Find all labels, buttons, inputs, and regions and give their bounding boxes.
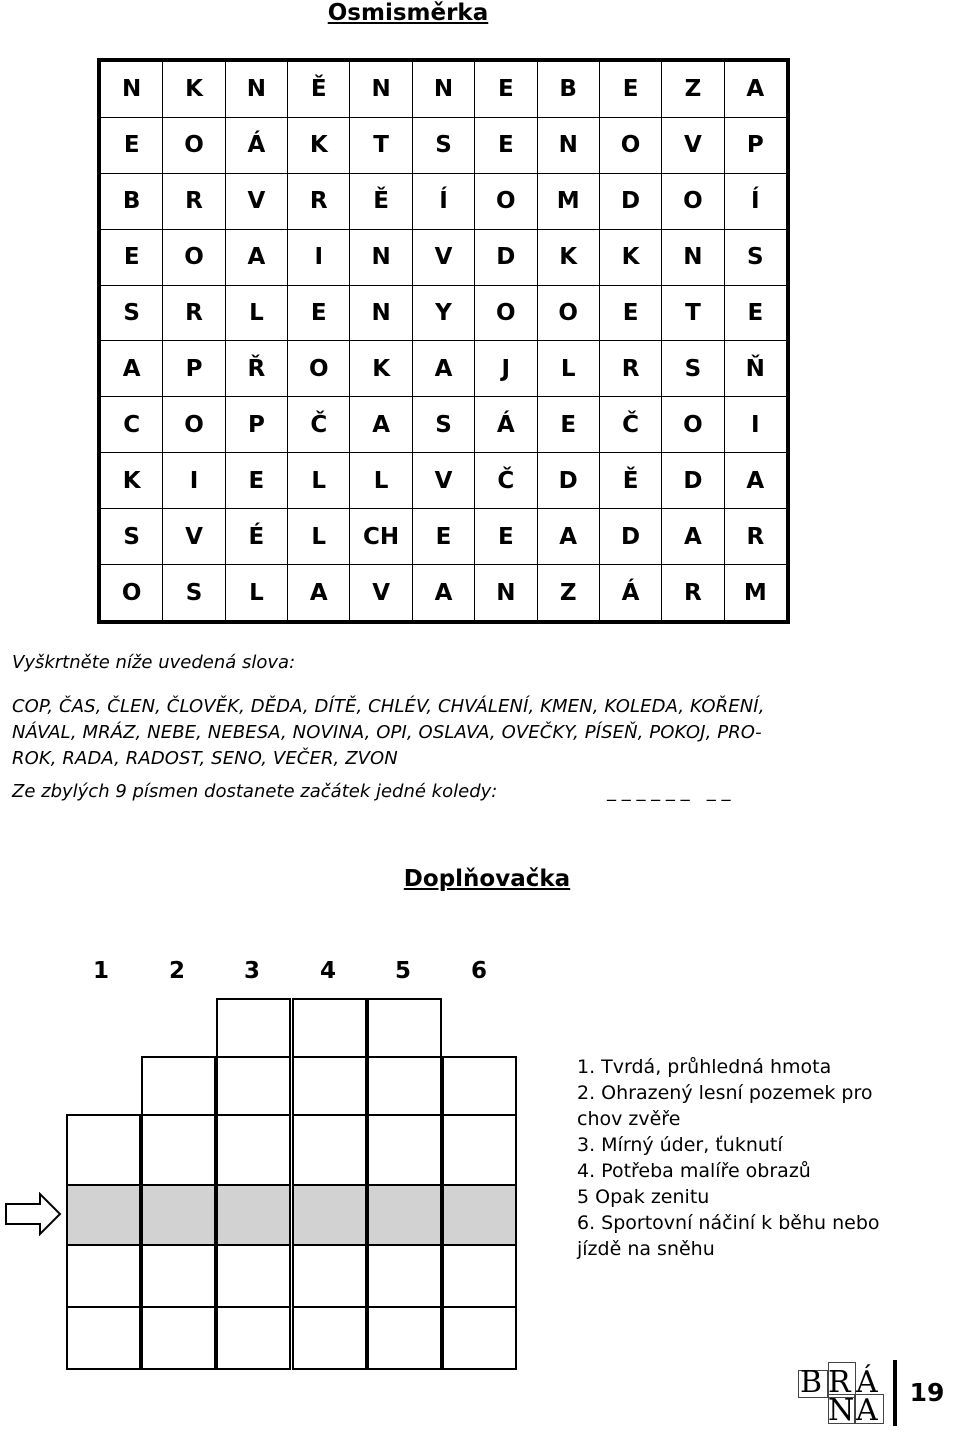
wordsearch-cell[interactable]: K (101, 453, 163, 509)
wordsearch-cell[interactable]: N (412, 62, 474, 118)
crossword-cell[interactable] (66, 1114, 141, 1186)
wordsearch-cell[interactable]: K (288, 117, 350, 173)
crossword-cell[interactable] (292, 1056, 367, 1120)
wordsearch-cell[interactable]: L (288, 453, 350, 509)
crossword-title: Doplňovačka (403, 866, 571, 892)
word-list-line: ROK, RADA, RADOST, SENO, VEČER, ZVON (12, 748, 398, 769)
wordsearch-cell[interactable]: E (475, 117, 537, 173)
crossword-solution-cell[interactable] (292, 1184, 367, 1246)
crossword-cell[interactable] (216, 998, 291, 1062)
wordsearch-cell[interactable]: T (350, 117, 412, 173)
wordsearch-row (101, 117, 787, 173)
wordsearch-cell[interactable]: E (475, 62, 537, 118)
wordsearch-cell[interactable]: V (412, 229, 474, 285)
wordsearch-cell[interactable]: Á (225, 117, 287, 173)
wordsearch-row (101, 62, 787, 118)
wordsearch-cell[interactable]: L (288, 509, 350, 565)
wordsearch-cell[interactable]: S (412, 117, 474, 173)
crossword-cell[interactable] (292, 1114, 367, 1186)
wordsearch-cell[interactable]: N (101, 62, 163, 118)
column-number: 6 (470, 958, 487, 984)
crossword-cell[interactable] (141, 1306, 216, 1370)
wordsearch-cell[interactable]: Č (288, 397, 350, 453)
wordsearch-cell[interactable]: Y (412, 285, 474, 341)
crossword-cell[interactable] (292, 1306, 367, 1370)
wordsearch-cell[interactable]: V (412, 453, 474, 509)
crossword-solution-cell[interactable] (367, 1184, 442, 1246)
wordsearch-cell[interactable]: L (225, 285, 287, 341)
wordsearch-cell[interactable]: P (163, 341, 225, 397)
wordsearch-cell[interactable]: A (724, 453, 786, 509)
wordsearch-cell[interactable]: I (288, 229, 350, 285)
crossword-cell[interactable] (216, 1114, 291, 1186)
wordsearch-cell[interactable]: V (662, 117, 724, 173)
wordsearch-cell[interactable]: E (537, 397, 599, 453)
crossword-cell[interactable] (367, 1244, 442, 1308)
column-number: 4 (319, 958, 336, 984)
wordsearch-cell[interactable]: V (225, 173, 287, 229)
wordsearch-row (101, 565, 787, 621)
wordsearch-cell[interactable]: S (662, 341, 724, 397)
wordsearch-row (101, 397, 787, 453)
wordsearch-cell[interactable]: S (163, 565, 225, 621)
wordsearch-row (101, 285, 787, 341)
wordsearch-cell[interactable]: Ň (724, 341, 786, 397)
wordsearch-cell[interactable]: P (724, 117, 786, 173)
wordsearch-cell[interactable]: K (537, 229, 599, 285)
crossword-cell[interactable] (216, 1056, 291, 1120)
wordsearch-cell[interactable]: É (225, 509, 287, 565)
wordsearch-cell[interactable]: O (101, 565, 163, 621)
wordsearch-cell[interactable]: O (537, 285, 599, 341)
wordsearch-row (101, 509, 787, 565)
wordsearch-cell[interactable]: I (163, 453, 225, 509)
clue-line: chov zvěře (577, 1108, 681, 1130)
wordsearch-cell[interactable]: B (537, 62, 599, 118)
clue-line: 3. Mírný úder, ťuknutí (577, 1134, 783, 1156)
wordsearch-cell[interactable]: N (350, 229, 412, 285)
wordsearch-cell[interactable]: Í (412, 173, 474, 229)
arrow-right-icon (4, 1192, 62, 1236)
wordsearch-cell[interactable]: Č (599, 397, 661, 453)
wordsearch-cell[interactable]: C (101, 397, 163, 453)
word-list-line: NÁVAL, MRÁZ, NEBE, NEBESA, NOVINA, OPI, OSLAVA, OVEČKY, PÍSEŇ, POKOJ, PRO- (12, 722, 762, 743)
logo-letter: R (828, 1365, 851, 1400)
crossword-cell[interactable] (367, 1056, 442, 1120)
logo-letter: Á (856, 1365, 878, 1400)
wordsearch-row (101, 173, 787, 229)
wordsearch-cell[interactable]: S (101, 509, 163, 565)
wordsearch-cell[interactable]: Z (537, 565, 599, 621)
crossword-solution-cell[interactable] (66, 1184, 141, 1246)
wordsearch-cell[interactable]: E (288, 285, 350, 341)
wordsearch-cell[interactable]: O (662, 173, 724, 229)
wordsearch-cell[interactable]: E (475, 509, 537, 565)
crossword-clues (577, 1054, 937, 1262)
crossword-cell[interactable] (442, 1056, 517, 1120)
crossword-cell[interactable] (216, 1244, 291, 1308)
wordsearch-cell[interactable]: L (537, 341, 599, 397)
crossword-cell[interactable] (442, 1244, 517, 1308)
clue-line: 6. Sportovní náčiní k běhu nebo (577, 1212, 880, 1234)
crossword-solution-cell[interactable] (141, 1184, 216, 1246)
clue-line: 2. Ohrazený lesní pozemek pro (577, 1082, 873, 1104)
crossword-cell[interactable] (66, 1306, 141, 1370)
wordsearch-cell[interactable]: A (350, 397, 412, 453)
wordsearch-cell[interactable]: E (101, 229, 163, 285)
wordsearch-cell[interactable]: D (599, 173, 661, 229)
wordsearch-cell[interactable]: Í (724, 173, 786, 229)
wordsearch-cell[interactable]: T (662, 285, 724, 341)
wordsearch-cell[interactable]: Z (662, 62, 724, 118)
wordsearch-cell[interactable]: A (724, 62, 786, 118)
wordsearch-cell[interactable]: N (662, 229, 724, 285)
wordsearch-cell[interactable]: Ř (225, 341, 287, 397)
wordsearch-cell[interactable]: N (537, 117, 599, 173)
crossword-cell[interactable] (367, 1306, 442, 1370)
wordsearch-grid (97, 58, 790, 624)
word-list (12, 694, 960, 772)
wordsearch-cell[interactable]: A (412, 565, 474, 621)
wordsearch-row (101, 453, 787, 509)
clue-line: 1. Tvrdá, průhledná hmota (577, 1056, 832, 1078)
wordsearch-cell[interactable]: N (475, 565, 537, 621)
logo-letter: B (800, 1365, 823, 1400)
wordsearch-cell[interactable]: D (475, 229, 537, 285)
column-number: 3 (243, 958, 260, 984)
wordsearch-cell[interactable]: CH (350, 509, 412, 565)
wordsearch-cell[interactable]: O (475, 173, 537, 229)
wordsearch-title: Osmisměrka (327, 0, 489, 26)
wordsearch-cell[interactable]: E (599, 62, 661, 118)
wordsearch-cell[interactable]: K (163, 62, 225, 118)
wordsearch-cell[interactable]: S (101, 285, 163, 341)
crossword-solution-cell[interactable] (216, 1184, 291, 1246)
clue-line: 5 Opak zenitu (577, 1186, 710, 1208)
wordsearch-cell[interactable]: I (724, 397, 786, 453)
wordsearch-cell[interactable]: L (350, 453, 412, 509)
wordsearch-cell[interactable]: O (163, 229, 225, 285)
crossword-cell[interactable] (292, 998, 367, 1062)
wordsearch-cell[interactable]: O (288, 341, 350, 397)
wordsearch-cell[interactable]: S (412, 397, 474, 453)
wordsearch-cell[interactable]: B (101, 173, 163, 229)
wordsearch-instruction: Vyškrtněte níže uvedená slova: (12, 652, 296, 673)
crossword-cell[interactable] (141, 1056, 216, 1120)
wordsearch-cell[interactable]: Č (475, 453, 537, 509)
logo-letter: N (828, 1393, 855, 1428)
remaining-letters-text: Ze zbylých 9 písmen dostanete začátek jedné koledy: (12, 781, 498, 802)
wordsearch-cell[interactable]: E (599, 285, 661, 341)
wordsearch-cell[interactable]: R (662, 565, 724, 621)
wordsearch-cell[interactable]: M (537, 173, 599, 229)
wordsearch-cell[interactable]: O (662, 397, 724, 453)
wordsearch-cell[interactable]: O (163, 397, 225, 453)
clue-line: 4. Potřeba malíře obrazů (577, 1160, 811, 1182)
crossword-cell[interactable] (367, 998, 442, 1062)
wordsearch-cell[interactable]: R (724, 509, 786, 565)
wordsearch-cell[interactable]: E (101, 117, 163, 173)
wordsearch-cell[interactable]: E (412, 509, 474, 565)
word-list-line: COP, ČAS, ČLEN, ČLOVĚK, DĚDA, DÍTĚ, CHLÉV, CHVÁLENÍ, KMEN, KOLEDA, KOŘENÍ, (12, 696, 765, 717)
wordsearch-cell[interactable]: N (350, 62, 412, 118)
wordsearch-cell[interactable]: A (662, 509, 724, 565)
wordsearch-cell[interactable]: D (599, 509, 661, 565)
crossword-cell[interactable] (442, 1306, 517, 1370)
answer-blanks[interactable]: _ _ _ _ _ _ _ _ (607, 781, 731, 802)
column-number: 5 (394, 958, 411, 984)
wordsearch-cell[interactable]: O (599, 117, 661, 173)
wordsearch-row (101, 341, 787, 397)
crossword-cell[interactable] (216, 1306, 291, 1370)
column-number: 1 (92, 958, 109, 984)
wordsearch-cell[interactable]: M (724, 565, 786, 621)
logo-letter: A (856, 1393, 878, 1428)
wordsearch-cell[interactable]: R (163, 285, 225, 341)
wordsearch-cell[interactable]: V (163, 509, 225, 565)
column-number: 2 (168, 958, 185, 984)
wordsearch-cell[interactable]: E (225, 453, 287, 509)
crossword-cell[interactable] (141, 1114, 216, 1186)
wordsearch-cell[interactable]: A (412, 341, 474, 397)
clue-line: jízdě na sněhu (577, 1238, 715, 1260)
wordsearch-cell[interactable]: Á (599, 565, 661, 621)
wordsearch-cell[interactable]: L (225, 565, 287, 621)
crossword-cell[interactable] (442, 1114, 517, 1186)
wordsearch-cell[interactable]: D (662, 453, 724, 509)
wordsearch-cell[interactable]: R (163, 173, 225, 229)
wordsearch-cell[interactable]: J (475, 341, 537, 397)
wordsearch-cell[interactable]: N (225, 62, 287, 118)
wordsearch-cell[interactable]: K (599, 229, 661, 285)
page-number: 19 (893, 1360, 957, 1426)
wordsearch-row (101, 229, 787, 285)
wordsearch-cell[interactable]: A (537, 509, 599, 565)
wordsearch-cell[interactable]: Á (475, 397, 537, 453)
wordsearch-cell[interactable]: O (475, 285, 537, 341)
wordsearch-cell[interactable]: Ě (599, 453, 661, 509)
wordsearch-cell[interactable]: P (225, 397, 287, 453)
wordsearch-cell[interactable]: K (350, 341, 412, 397)
wordsearch-cell[interactable]: Ě (288, 62, 350, 118)
wordsearch-cell[interactable]: Ě (350, 173, 412, 229)
wordsearch-cell[interactable]: S (724, 229, 786, 285)
crossword-cell[interactable] (367, 1114, 442, 1186)
wordsearch-cell[interactable]: A (101, 341, 163, 397)
wordsearch-cell[interactable]: D (537, 453, 599, 509)
wordsearch-cell[interactable]: N (350, 285, 412, 341)
crossword-cell[interactable] (141, 1244, 216, 1308)
wordsearch-cell[interactable]: A (225, 229, 287, 285)
wordsearch-cell[interactable]: E (724, 285, 786, 341)
wordsearch-cell[interactable]: O (163, 117, 225, 173)
wordsearch-cell[interactable]: R (288, 173, 350, 229)
crossword-solution-cell[interactable] (442, 1184, 517, 1246)
crossword-cell[interactable] (292, 1244, 367, 1308)
wordsearch-cell[interactable]: R (599, 341, 661, 397)
wordsearch-cell[interactable]: V (350, 565, 412, 621)
crossword-cell[interactable] (66, 1244, 141, 1308)
wordsearch-cell[interactable]: A (288, 565, 350, 621)
